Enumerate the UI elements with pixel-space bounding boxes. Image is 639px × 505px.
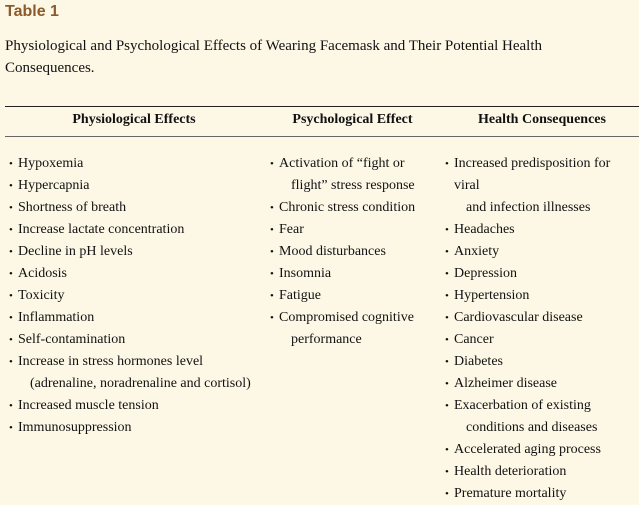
list-item-text: Inflammation bbox=[18, 310, 95, 325]
list-item bbox=[9, 307, 259, 329]
table-header-rule bbox=[5, 136, 639, 137]
list-item-text: Increase lactate concentration bbox=[18, 222, 185, 237]
table-label: Table 1 bbox=[5, 3, 59, 20]
list-item-continuation: conditions and diseases bbox=[466, 420, 598, 435]
list-item bbox=[9, 351, 259, 395]
list-item bbox=[270, 307, 440, 351]
list-item-text: Insomnia bbox=[279, 266, 332, 281]
health-consequences-list bbox=[445, 153, 639, 505]
list-item bbox=[9, 329, 259, 351]
physiological-effects-list bbox=[9, 153, 259, 439]
list-item-text: Exacerbation of existing bbox=[454, 398, 591, 413]
list-item bbox=[270, 241, 440, 263]
list-item bbox=[445, 153, 639, 219]
list-item bbox=[445, 395, 639, 439]
list-item-text: Toxicity bbox=[18, 288, 65, 303]
list-item-text: Hypercapnia bbox=[18, 178, 90, 193]
list-item bbox=[270, 197, 440, 219]
list-item-text: Increased predisposition for viral bbox=[454, 156, 611, 193]
list-item bbox=[270, 285, 440, 307]
list-item bbox=[445, 307, 639, 329]
list-item-text: Chronic stress condition bbox=[279, 200, 416, 215]
list-item-text: Cancer bbox=[454, 332, 494, 347]
list-item-text: Activation of “fight or bbox=[279, 156, 405, 171]
list-item-text: Increased muscle tension bbox=[18, 398, 159, 413]
list-item-text: Hypoxemia bbox=[18, 156, 84, 171]
list-item bbox=[9, 285, 259, 307]
list-item bbox=[445, 263, 639, 285]
list-item bbox=[445, 461, 639, 483]
list-item-text: Compromised cognitive bbox=[279, 310, 414, 325]
header-health-consequences: Health Consequences bbox=[478, 112, 606, 127]
list-item-text: Accelerated aging process bbox=[454, 442, 601, 457]
list-item-text: Diabetes bbox=[454, 354, 503, 369]
list-item-text: Decline in pH levels bbox=[18, 244, 133, 259]
list-item-text: Cardiovascular disease bbox=[454, 310, 583, 325]
table-caption: Physiological and Psychological Effects of Wearing Facemask and Their Potential Health Consequences. bbox=[5, 38, 542, 76]
list-item-continuation: flight” stress response bbox=[291, 178, 415, 193]
list-item-text: Immunosuppression bbox=[18, 420, 132, 435]
list-item-text: Anxiety bbox=[454, 244, 500, 259]
list-item bbox=[445, 483, 639, 505]
list-item-text: Increase in stress hormones level bbox=[18, 354, 204, 369]
header-physiological-effects: Physiological Effects bbox=[72, 112, 196, 127]
list-item bbox=[270, 263, 440, 285]
table-top-rule bbox=[5, 106, 639, 107]
list-item-text: Mood disturbances bbox=[279, 244, 386, 259]
list-item-text: Fear bbox=[279, 222, 304, 237]
list-item bbox=[445, 219, 639, 241]
list-item bbox=[270, 219, 440, 241]
list-item bbox=[9, 175, 259, 197]
list-item bbox=[445, 439, 639, 461]
list-item bbox=[445, 373, 639, 395]
list-item-text: Headaches bbox=[454, 222, 515, 237]
psychological-effects-list bbox=[270, 153, 440, 351]
list-item bbox=[9, 219, 259, 241]
list-item-text: Alzheimer disease bbox=[454, 376, 558, 391]
list-item-text: Fatigue bbox=[279, 288, 321, 303]
list-item bbox=[9, 263, 259, 285]
list-item bbox=[445, 351, 639, 373]
list-item-text: Premature mortality bbox=[454, 486, 567, 501]
list-item-continuation: (adrenaline, noradrenaline and cortisol) bbox=[30, 376, 251, 391]
list-item-text: Depression bbox=[454, 266, 517, 281]
list-item-text: Acidosis bbox=[18, 266, 67, 281]
list-item bbox=[445, 329, 639, 351]
list-item bbox=[445, 241, 639, 263]
list-item bbox=[9, 241, 259, 263]
list-item-text: Hypertension bbox=[454, 288, 530, 303]
list-item bbox=[270, 153, 440, 197]
list-item-continuation: and infection illnesses bbox=[466, 200, 591, 215]
header-psychological-effect: Psychological Effect bbox=[292, 112, 413, 127]
list-item bbox=[9, 197, 259, 219]
list-item bbox=[9, 153, 259, 175]
list-item-text: Self-contamination bbox=[18, 332, 126, 347]
list-item-text: Health deterioration bbox=[454, 464, 567, 479]
list-item-text: Shortness of breath bbox=[18, 200, 127, 215]
list-item bbox=[9, 417, 259, 439]
list-item-continuation: performance bbox=[291, 332, 362, 347]
list-item bbox=[9, 395, 259, 417]
list-item bbox=[445, 285, 639, 307]
